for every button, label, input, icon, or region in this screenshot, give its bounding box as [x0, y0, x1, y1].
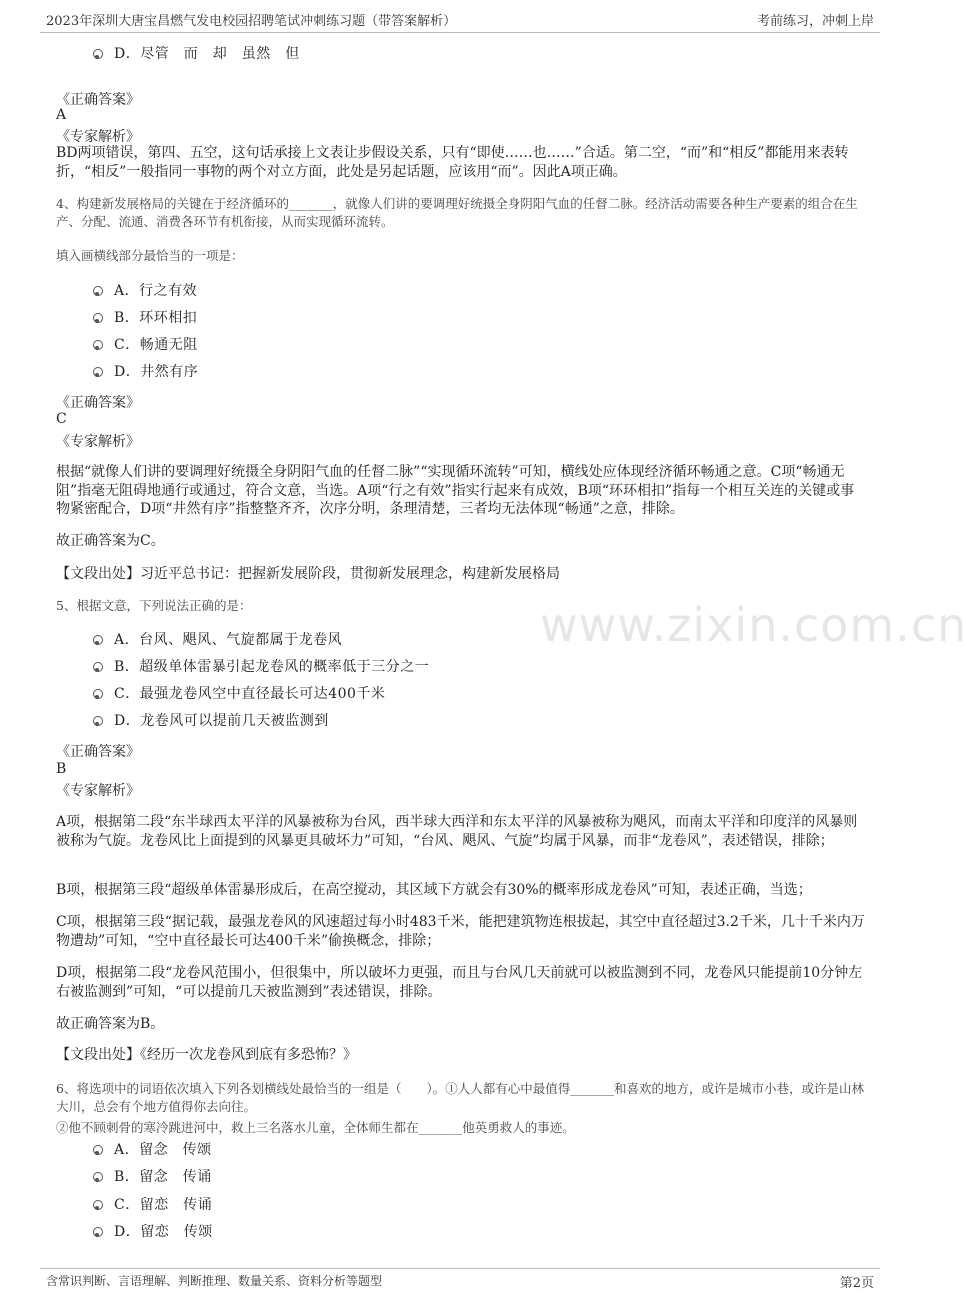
page-footer	[0, 1262, 920, 1302]
q3-answer-label: 《正确答案》	[56, 92, 140, 108]
q6-stem: 6、将选项中的词语依次填入下列各划横线处最恰当的一组是（ ）。①人人都有心中最值得_______和喜欢的地方，或许是城市小巷，或许是山林大川，总会有个地方值得你去向往。	[56, 1081, 864, 1114]
radio-icon[interactable]	[93, 367, 103, 377]
radio-icon[interactable]	[93, 689, 103, 699]
radio-icon[interactable]	[93, 313, 103, 323]
q4-source: 【文段出处】习近平总书记：把握新发展阶段，贯彻新发展理念，构建新发展格局	[56, 566, 560, 582]
q4-stem: 4、构建新发展格局的关键在于经济循环的_______，就像人们讲的要调理好统摄全身阴阳气血的任督二脉。经济活动需要各种生产要素的组合在生产、分配、流通、消费各环节有机衔接，从而实现循环流转。	[56, 196, 858, 229]
q5-analysis-b: B项，根据第三段“超级单体雷暴形成后，在高空搅动，其区域下方就会有30%的概率形成龙卷风”可知，表述正确，当选；	[56, 882, 812, 898]
q3-answer: A	[56, 107, 67, 123]
q4-conclusion: 故正确答案为C。	[56, 533, 165, 549]
footer-note: 含常识判断、言语理解、判断推理、数量关系、资料分析等题型	[46, 1274, 383, 1288]
q4-answer-label: 《正确答案》	[56, 395, 140, 411]
q5-source: 【文段出处】《经历一次龙卷风到底有多恐怖？》	[56, 1047, 357, 1063]
radio-icon[interactable]	[93, 1227, 103, 1237]
q4-prompt: 填入画横线部分最恰当的一项是：	[56, 248, 244, 263]
watermark: www.zixin.com.cn	[540, 598, 967, 652]
q4-answer: C	[56, 411, 67, 427]
q3-analysis: BD两项错误，第四、五空，这句话承接上文表让步假设关系，只有“即使……也……”合适。第二空，“而”和“相反”都能用来表转折，“相反”一般指同一事物的两个对立方面，此处是另起话题，应该用“而”。因此A项正确。	[56, 145, 849, 180]
radio-icon[interactable]	[93, 286, 103, 296]
document-title: 2023年深圳大唐宝昌燃气发电校园招聘笔试冲刺练习题（带答案解析）	[46, 14, 457, 29]
radio-icon[interactable]	[93, 1145, 103, 1155]
radio-icon[interactable]	[93, 1200, 103, 1210]
q5-analysis-c: C项，根据第三段“据记载，最强龙卷风的风速超过每小时483千米，能把建筑物连根拔起，其空中直径超过3.2千米，几十千米内万物遭劫”可知，“空中直径最长可达400千米”偷换概念，排除；	[56, 914, 865, 949]
radio-icon[interactable]	[93, 1172, 103, 1182]
header-divider	[40, 32, 880, 33]
radio-icon[interactable]	[93, 662, 103, 672]
page-number: 第2页	[839, 1276, 874, 1291]
q3-analysis-label: 《专家解析》	[56, 129, 140, 145]
q5-stem: 5、根据文意，下列说法正确的是：	[56, 598, 252, 613]
footer-divider	[40, 1268, 880, 1269]
q5-analysis-a: A项，根据第二段“东半球西太平洋的风暴被称为台风，西半球大西洋和东太平洋的风暴被称为飓风，而南太平洋和印度洋的风暴则被称为气旋。龙卷风比上面提到的风暴更具破坏力”可知，“台风、飓风、气旋”均属于风暴，而非“龙卷风”，表述错误，排除；	[56, 814, 858, 849]
q5-answer: B	[56, 761, 67, 777]
q4-analysis: 根据“就像人们讲的要调理好统摄全身阴阳气血的任督二脉”“实现循环流转”可知，横线处应体现经济循环畅通之意。C项“畅通无阻”指毫无阻碍地通行或通过，符合文意，当选。A项“行之有效”指实行起来有成效，B项“环环相扣”指每一个相互关连的关键或事物紧密配合，D项“井然有序”指整整齐齐，次序分明，条理清楚，三者均无法体现“畅通”之意，排除。	[56, 464, 855, 517]
q5-conclusion: 故正确答案为B。	[56, 1016, 165, 1032]
q5-analysis-label: 《专家解析》	[56, 783, 140, 799]
q5-answer-label: 《正确答案》	[56, 744, 140, 760]
q4-analysis-label: 《专家解析》	[56, 434, 140, 450]
header-slogan: 考前练习，冲刺上岸	[756, 14, 874, 29]
q5-analysis-d: D项，根据第二段“龙卷风范围小，但很集中，所以破坏力更强，而且与台风几天前就可以被监测到不同，龙卷风只能提前10分钟左右被监测到”可知，“可以提前几天被监测到”表述错误，排除。	[56, 965, 863, 1000]
radio-icon[interactable]	[93, 716, 103, 726]
radio-icon[interactable]	[93, 49, 103, 59]
radio-icon[interactable]	[93, 635, 103, 645]
q6-stem-2: ②他不顾刺骨的寒冷跳进河中，救上三名落水儿童，全体师生都在_______他英勇救人的事迹。	[56, 1120, 575, 1135]
radio-icon[interactable]	[93, 340, 103, 350]
page-header	[0, 0, 920, 34]
